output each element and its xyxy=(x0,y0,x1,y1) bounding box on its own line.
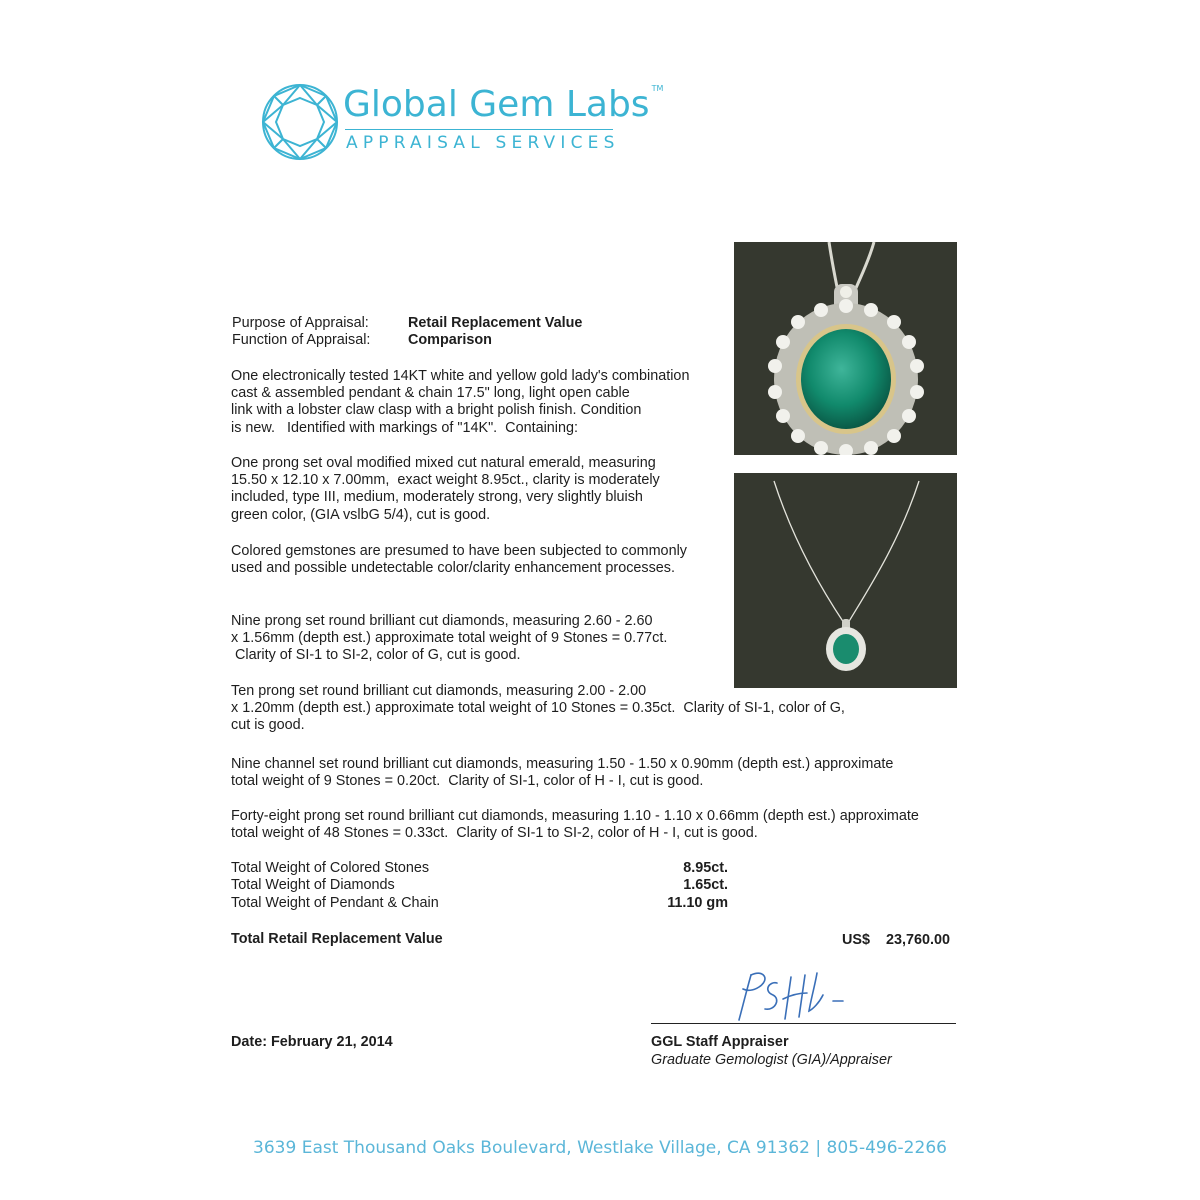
purpose-value: Retail Replacement Value xyxy=(408,315,583,331)
emerald-description: One prong set oval modified mixed cut natural emerald, measuring 15.50 x 12.10 x 7.00mm, exact weight 8.95ct., clarity is moderately included, type III, medium, moderately strong, very slightly bluish green color, (GIA vslbG 5/4), cut is good. xyxy=(231,455,660,523)
total-colored-stones-value: 8.95ct. xyxy=(683,860,728,876)
diamond-group-1: Nine prong set round brilliant cut diamonds, measuring 2.60 - 2.60 x 1.56mm (depth est.) approximate total weight of 9 Stones = 0.77ct. Clarity of SI-1 to SI-2, color of G, cut is good. xyxy=(231,613,668,664)
purpose-label: Purpose of Appraisal: xyxy=(232,315,369,331)
diamond-group-3: Nine channel set round brilliant cut diamonds, measuring 1.50 - 1.50 x 0.90mm (depth est.) approximate total weight of 9 Stones = 0.20ct. Clarity of SI-1, color of H - I, cut is good. xyxy=(231,756,894,790)
diamond-logo-icon xyxy=(260,82,340,162)
appraiser-title: GGL Staff Appraiser xyxy=(651,1034,789,1050)
logo-divider xyxy=(345,129,613,130)
enhancement-disclaimer: Colored gemstones are presumed to have been subjected to commonly used and possible undetectable color/clarity enhancement processes. xyxy=(231,543,687,577)
emerald-pendant-closeup-photo xyxy=(734,242,957,455)
retail-value-amount: 23,760.00 xyxy=(886,932,951,948)
appraiser-signature xyxy=(725,965,855,1027)
currency-label: US$ xyxy=(842,932,870,948)
diamond-group-2: Ten prong set round brilliant cut diamonds, measuring 2.00 - 2.00 x 1.20mm (depth est.) approximate total weight of 10 Stones = 0.35ct. Clarity of SI-1, color of G, cut is good. xyxy=(231,683,845,734)
function-label: Function of Appraisal: xyxy=(232,332,371,348)
appraiser-credential: Graduate Gemologist (GIA)/Appraiser xyxy=(651,1052,892,1068)
total-colored-stones-label: Total Weight of Colored Stones xyxy=(231,860,430,876)
total-weight-label: Total Weight of Pendant & Chain xyxy=(231,895,439,911)
pendant-on-chain-photo xyxy=(734,473,957,688)
diamond-group-4: Forty-eight prong set round brilliant cut diamonds, measuring 1.10 - 1.10 x 0.66mm (depth est.) approximate total weight of 48 Stones = 0.33ct. Clarity of SI-1 to SI-2, color of H - I, cut is good. xyxy=(231,808,919,842)
total-diamonds-label: Total Weight of Diamonds xyxy=(231,877,395,893)
item-description: One electronically tested 14KT white and yellow gold lady's combination cast & assembled pendant & chain 17.5" long, light open cable link with a lobster claw clasp with a bright polish finish. Condition is new. Identified with markings of "14K". Containing: xyxy=(231,368,690,436)
appraisal-date: Date: February 21, 2014 xyxy=(231,1034,393,1050)
brand-tagline: APPRAISAL SERVICES xyxy=(346,133,620,153)
total-diamonds-value: 1.65ct. xyxy=(683,877,728,893)
brand-name: Global Gem Labs ™ xyxy=(343,84,664,125)
signature-line xyxy=(651,1023,956,1024)
total-weight-value: 11.10 gm xyxy=(667,895,728,911)
retail-value-label: Total Retail Replacement Value xyxy=(231,931,443,947)
footer-address: 3639 East Thousand Oaks Boulevard, Westlake Village, CA 91362 | 805-496-2266 xyxy=(253,1138,947,1158)
trademark-mark: TM xyxy=(651,84,664,93)
function-value: Comparison xyxy=(408,332,492,348)
